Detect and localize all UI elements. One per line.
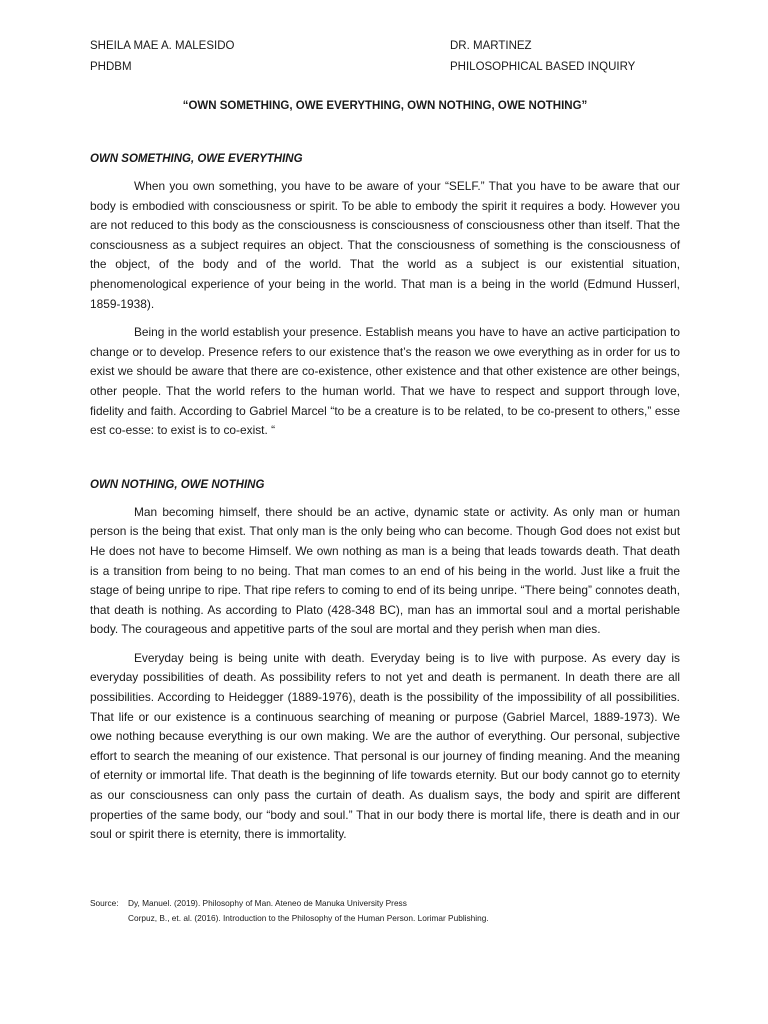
source-entry: Corpuz, B., et. al. (2016). Introduction to the Philosophy of the Human Person. Lorimar Publishing.	[128, 913, 489, 923]
course-name: PHILOSOPHICAL BASED INQUIRY	[450, 61, 636, 73]
sources-block	[90, 896, 489, 926]
author-program: PHDBM	[90, 61, 132, 73]
instructor-name: DR. MARTINEZ	[450, 40, 532, 52]
source-label: Source:	[90, 898, 119, 908]
source-entry: Dy, Manuel. (2019). Philosophy of Man. Ateneo de Manuka University Press	[128, 898, 407, 908]
document-header	[90, 36, 680, 78]
course-block	[450, 36, 680, 78]
section-heading-own-something: OWN SOMETHING, OWE EVERYTHING	[90, 153, 303, 165]
paragraph: Man becoming himself, there should be an active, dynamic state or activity. As only man or human person is the being that exist. That only man is the only being who can become. Though God does not exist but He does not have to become Himself. We own nothing as man is a being that leads towards death. That death is a transition from being to no being. That man comes to an end of his being in the world. Just like a fruit the stage of being unripe to ripe. That ripe refers to coming to end of its being unripe. “There being” connotes death, that death is nothing. As according to Plato (428-348 BC), man has an immortal soul and a mortal perishable body. The courageous and appetitive parts of the soul are mortal and they perish when man dies.	[90, 504, 680, 637]
paragraph: When you own something, you have to be aware of your “SELF.” That you have to be aware that our body is embodied with consciousness or spirit. To be able to embody the spirit it requires a body. However you are not reduced to this body as the consciousness is consciousness of consciousness other than itself. That the consciousness as a subject requires an object. That the consciousness of something is the consciousness of the object, of the body and of the world. That the world as a subject is our existential situation, phenomenological experience of your being in the world. That man is a being in the world (Edmund Husserl, 1859-1938).	[90, 179, 680, 311]
author-block	[90, 36, 450, 78]
paragraph: Everyday being is being unite with death. Everyday being is to live with purpose. As every day is everyday possibilities of death. As possibility refers to not yet and death is permanent. In death there are all possibilities. According to Heidegger (1889-1976), death is the possibility of the impossibility of all possibilities. That life or our existence is a continuous searching of meaning or purpose (Gabriel Marcel, 1889-1973). We owe nothing because everything is our own making. We are the author of everything. Our personal, subjective effort to search the meaning of our existence. That personal is our journey of finding meaning. And the meaning of eternity or immortal life. That death is the beginning of life towards eternity. But our body cannot go to eternity as our consciousness can only pass the curtain of death. As dualism says, the body and spirit are different properties of the same body, our “body and soul.” That in our body there is mortal life, there is death and in our soul or spirit there is eternity, there is immortality.	[90, 650, 680, 842]
section-heading-own-nothing: OWN NOTHING, OWE NOTHING	[90, 478, 265, 491]
author-name: SHEILA MAE A. MALESIDO	[90, 40, 235, 52]
source-row	[90, 896, 489, 911]
paragraph: Being in the world establish your presence. Establish means you have to have an active participation to change or to develop. Presence refers to our existence that’s the reason we owe everything as in order for us to exist we should be aware that there are co-existence, other existence and that other existence are other beings, other people. That the world refers to the human world. That we have to respect and support through love, fidelity and faith. According to Gabriel Marcel “to be a creature is to be related, to be co-present to others,” esse est co-esse: to exist is to co-exist. “	[90, 325, 680, 438]
document-title: “OWN SOMETHING, OWE EVERYTHING, OWN NOTHING, OWE NOTHING”	[182, 100, 588, 112]
